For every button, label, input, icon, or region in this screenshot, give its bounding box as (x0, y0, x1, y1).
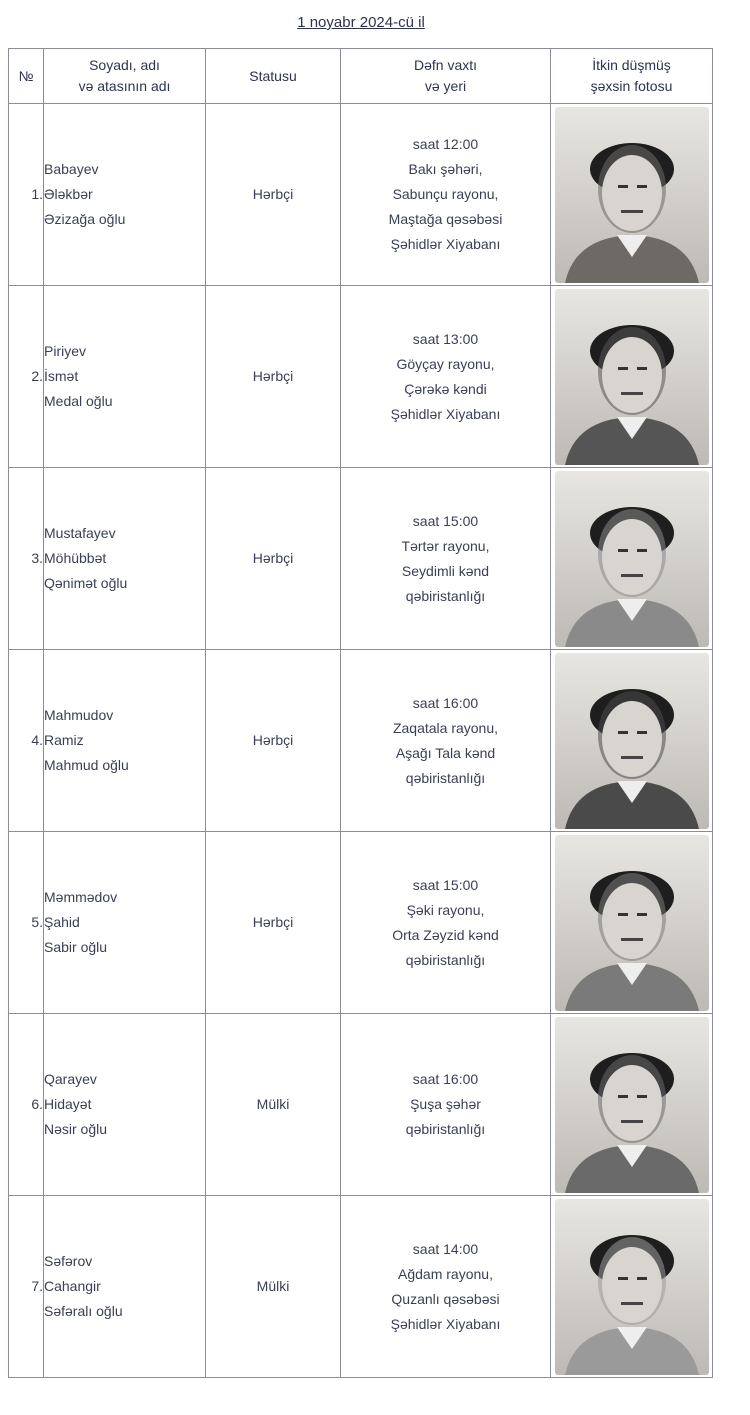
person-status: Hərbçi (206, 104, 341, 286)
burial-time-place (341, 468, 551, 650)
burial-line: Tərtər rayonu, (401, 537, 490, 554)
person-photo-cell (551, 104, 713, 286)
person-name-line: Səfəralı oğlu (44, 1303, 123, 1319)
burial-line: Şəhidlər Xiyabanı (390, 405, 501, 422)
row-number: 5. (9, 832, 44, 1014)
person-name-line: Medal oğlu (44, 393, 113, 409)
burial-line: qəbiristanlığı (405, 587, 486, 604)
header-full-name (44, 49, 206, 104)
burial-line: Orta Zəyzid kənd (392, 926, 499, 943)
burial-line: saat 13:00 (412, 330, 479, 347)
header-status: Statusu (206, 49, 341, 104)
header-full-name-line: Soyadı, adı (89, 57, 160, 73)
person-name (44, 468, 206, 650)
portrait-photo-icon (555, 1199, 709, 1375)
person-name-line: Mahmudov (44, 707, 114, 723)
burial-time-place (341, 286, 551, 468)
person-photo-cell (551, 1196, 713, 1378)
person-name (44, 832, 206, 1014)
table-body (9, 104, 713, 1378)
row-number: 4. (9, 650, 44, 832)
header-burial-line: və yeri (424, 78, 467, 94)
burial-line: saat 16:00 (412, 1071, 479, 1087)
burial-line: saat 15:00 (412, 876, 479, 893)
burial-line: Ağdam rayonu, (398, 1265, 493, 1282)
burial-line: Sabunçu rayonu, (392, 186, 499, 202)
header-photo-line: şəxsin fotosu (590, 78, 673, 94)
burial-schedule-table (8, 48, 713, 1378)
burial-line: Maştağa qəsəbəsi (388, 211, 503, 227)
burial-time-place (341, 1196, 551, 1378)
burial-line: Şəhidlər Xiyabanı (390, 236, 501, 252)
table-row (9, 650, 713, 832)
person-name-line: Məmmədov (44, 889, 118, 905)
person-name-line: Hidayət (44, 1096, 92, 1112)
person-status: Mülki (206, 1196, 341, 1378)
header-photo-line: İtkin düşmüş (592, 57, 671, 73)
row-number: 3. (9, 468, 44, 650)
burial-line: Çərəkə kəndi (404, 380, 487, 397)
person-name-line: Mustafayev (44, 525, 116, 541)
burial-line: saat 14:00 (412, 1240, 479, 1257)
burial-line: Göyçay rayonu, (396, 355, 495, 372)
burial-time-place (341, 1014, 551, 1196)
table-row (9, 468, 713, 650)
person-status: Mülki (206, 1014, 341, 1196)
burial-line: qəbiristanlığı (405, 769, 486, 786)
table-row (9, 104, 713, 286)
header-burial (341, 49, 551, 104)
person-photo-cell (551, 650, 713, 832)
row-number: 6. (9, 1014, 44, 1196)
person-name-line: Əzizağa oğlu (44, 211, 126, 227)
portrait-photo-icon (555, 835, 709, 1011)
person-photo-cell (551, 1014, 713, 1196)
row-number: 7. (9, 1196, 44, 1378)
burial-line: Şəhidlər Xiyabanı (390, 1315, 501, 1332)
person-name-line: Piriyev (44, 343, 87, 359)
person-name-line: Nəsir oğlu (44, 1121, 108, 1137)
person-name-line: Möhübbət (44, 550, 107, 566)
person-name-line: Cahangir (44, 1278, 101, 1294)
header-full-name-line: və atasının adı (78, 78, 171, 94)
document-date: 1 noyabr 2024-cü il (297, 14, 425, 31)
header-number: № (9, 49, 44, 104)
person-name-line: Səfərov (44, 1253, 93, 1269)
table-row (9, 286, 713, 468)
portrait-photo-icon (555, 107, 709, 283)
burial-line: Quzanlı qəsəbəsi (391, 1290, 500, 1307)
row-number: 1. (9, 104, 44, 286)
burial-line: Bakı şəhəri, (408, 161, 483, 177)
person-status: Hərbçi (206, 468, 341, 650)
table-row (9, 1196, 713, 1378)
person-name-line: İsmət (44, 368, 79, 384)
burial-line: Seydimli kənd (401, 562, 490, 579)
person-name-line: Qənimət oğlu (44, 575, 128, 591)
burial-line: saat 12:00 (412, 136, 479, 152)
burial-line: qəbiristanlığı (405, 951, 486, 968)
burial-time-place (341, 650, 551, 832)
person-name (44, 286, 206, 468)
burial-line: Şuşa şəhər (410, 1096, 481, 1112)
person-name-line: Qarayev (44, 1071, 97, 1087)
portrait-photo-icon (555, 1017, 709, 1193)
person-name-line: Ələkbər (44, 186, 93, 202)
portrait-photo-icon (555, 289, 709, 465)
person-name-line: Ramiz (44, 732, 84, 748)
person-status: Hərbçi (206, 286, 341, 468)
table-row (9, 832, 713, 1014)
person-photo-cell (551, 286, 713, 468)
person-status: Hərbçi (206, 832, 341, 1014)
burial-line: saat 15:00 (412, 512, 479, 529)
person-photo-cell (551, 468, 713, 650)
burial-line: qəbiristanlığı (405, 1121, 486, 1137)
person-photo-cell (551, 832, 713, 1014)
burial-line: Zaqatala rayonu, (392, 719, 499, 736)
burial-time-place (341, 104, 551, 286)
burial-time-place (341, 832, 551, 1014)
table-header-row (9, 49, 713, 104)
portrait-photo-icon (555, 653, 709, 829)
table-row (9, 1014, 713, 1196)
header-photo (551, 49, 713, 104)
burial-line: Şəki rayonu, (406, 901, 485, 918)
person-status: Hərbçi (206, 650, 341, 832)
header-burial-line: Dəfn vaxtı (413, 57, 478, 73)
burial-line: Aşağı Tala kənd (395, 744, 496, 761)
burial-line: saat 16:00 (412, 694, 479, 711)
row-number: 2. (9, 286, 44, 468)
person-name (44, 104, 206, 286)
portrait-photo-icon (555, 471, 709, 647)
person-name (44, 650, 206, 832)
person-name-line: Mahmud oğlu (44, 757, 129, 773)
person-name (44, 1014, 206, 1196)
person-name-line: Sabir oğlu (44, 939, 108, 955)
person-name-line: Babayev (44, 161, 99, 177)
person-name (44, 1196, 206, 1378)
person-name-line: Şahid (44, 914, 80, 930)
